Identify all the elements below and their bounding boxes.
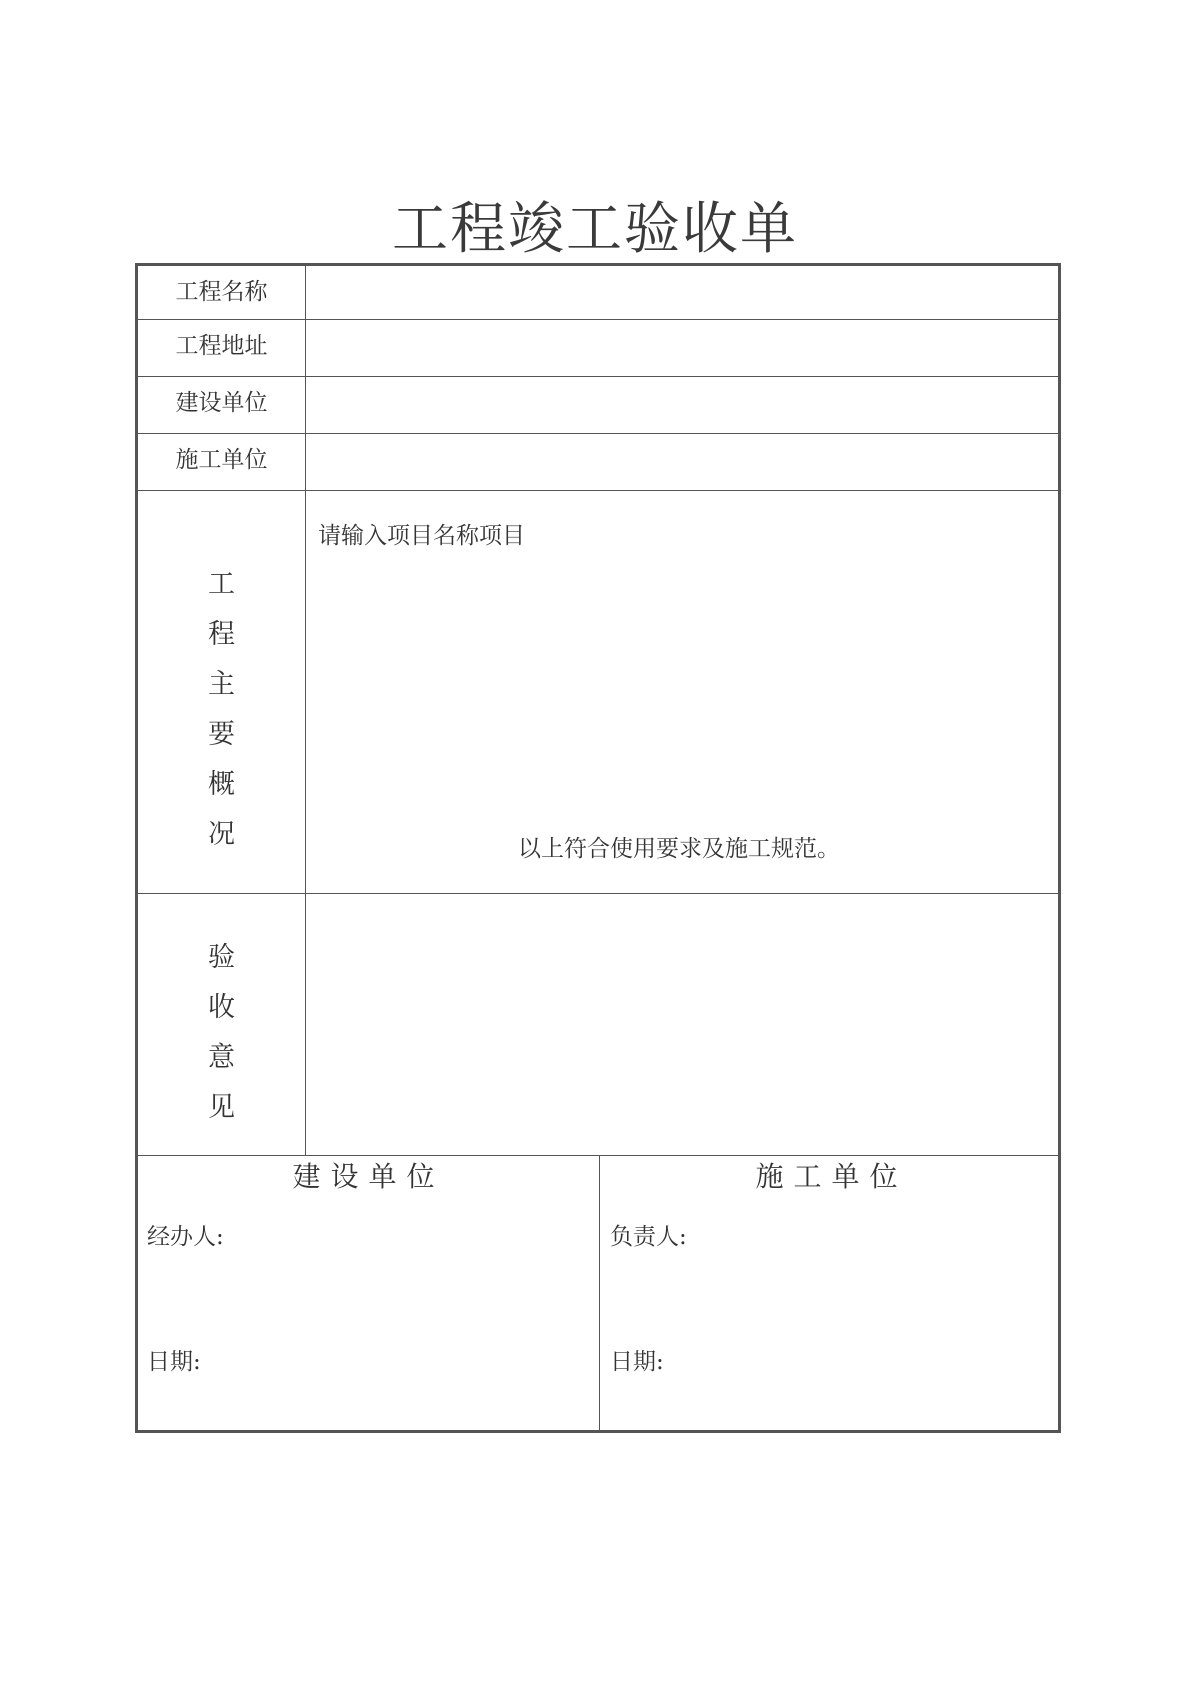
overview-label-char: 概	[208, 769, 235, 800]
opinion-label-char: 收	[208, 992, 235, 1023]
project-name-field[interactable]	[307, 266, 1058, 319]
signature-column-divider	[599, 1155, 600, 1430]
contractor-label: 施工单位	[175, 447, 268, 473]
project-address-field[interactable]	[307, 320, 1058, 373]
overview-label-char: 主	[208, 669, 235, 700]
overview-label-char: 工	[208, 569, 235, 600]
contractor-responsible-label: 负责人:	[610, 1224, 687, 1250]
owner-date-label: 日期:	[147, 1349, 201, 1375]
owner-signature-heading: 建设单位	[292, 1160, 445, 1193]
opinion-label-char: 验	[208, 942, 235, 973]
overview-label-char: 要	[208, 719, 235, 750]
opinion-label	[138, 933, 305, 1133]
page-title: 工程竣工验收单	[392, 197, 798, 262]
opinion-label-char: 意	[208, 1042, 235, 1073]
overview-label-char: 况	[208, 819, 235, 850]
overview-label	[138, 560, 305, 860]
opinion-label-char: 见	[208, 1092, 235, 1123]
construction-owner-field[interactable]	[307, 377, 1058, 430]
label-column-divider	[305, 266, 306, 1155]
owner-handler-label: 经办人:	[147, 1224, 224, 1250]
project-address-label: 工程地址	[175, 333, 268, 359]
contractor-date-label: 日期:	[610, 1349, 664, 1375]
acceptance-opinion-field[interactable]	[307, 894, 1058, 1154]
acceptance-form	[135, 263, 1061, 1433]
contractor-signature-heading: 施工单位	[755, 1160, 908, 1193]
overview-label-char: 程	[208, 619, 235, 650]
project-overview-text[interactable]: 请输入项目名称项目	[318, 523, 525, 549]
row-divider	[138, 490, 1058, 491]
construction-owner-label: 建设单位	[175, 390, 268, 416]
section-divider	[138, 1155, 1058, 1156]
contractor-field[interactable]	[307, 434, 1058, 487]
overview-conclusion: 以上符合使用要求及施工规范。	[518, 836, 840, 862]
project-name-label: 工程名称	[175, 279, 268, 305]
